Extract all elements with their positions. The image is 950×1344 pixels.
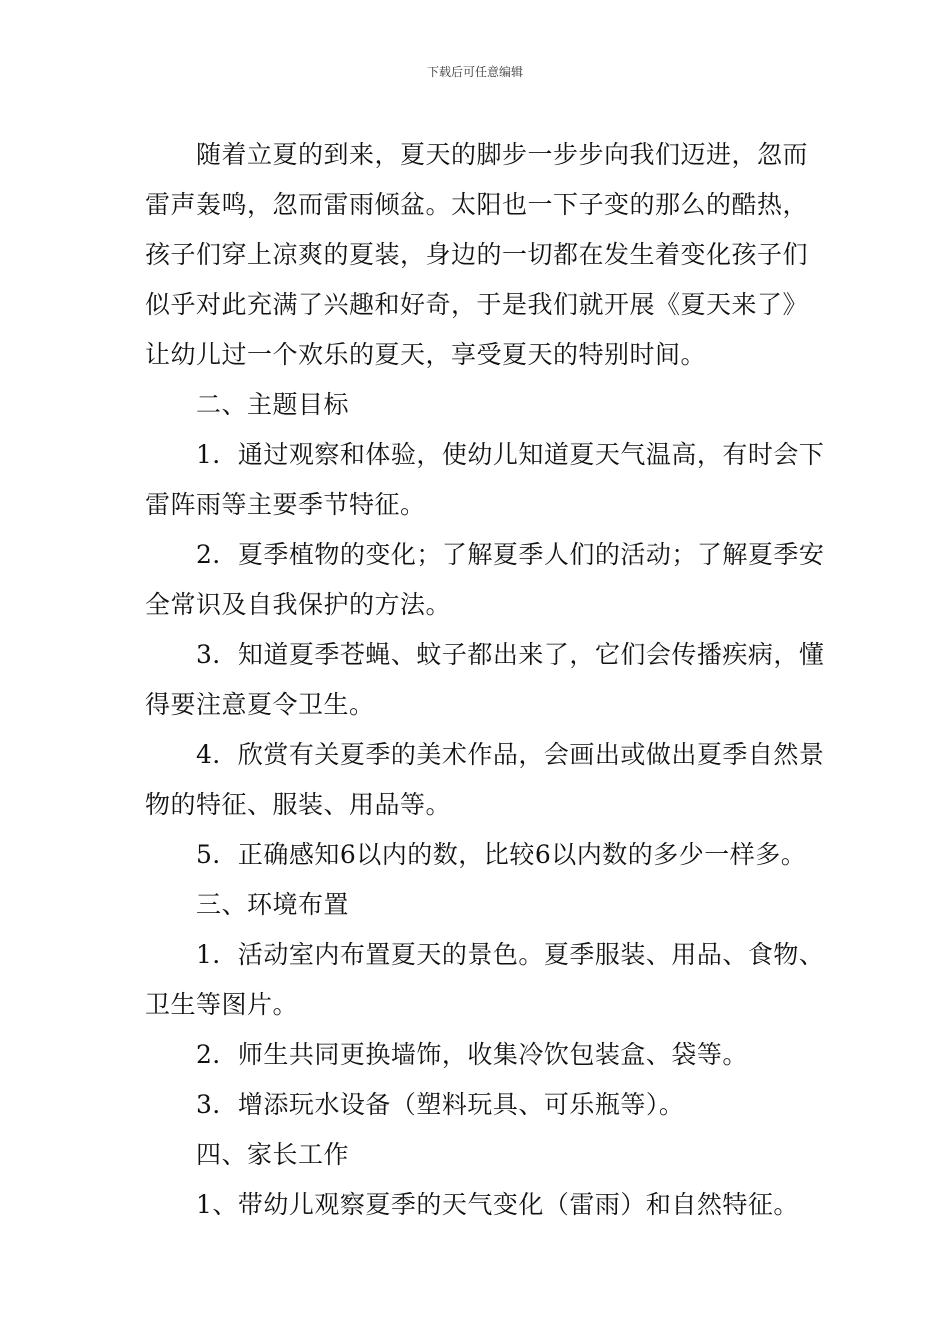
- section-heading-parents: 四、家长工作: [196, 1140, 350, 1169]
- document-body: [145, 130, 825, 1230]
- goal-item: 2．夏季植物的变化；了解夏季人们的活动；了解夏季安全常识及自我保护的方法。: [145, 540, 825, 619]
- goal-item: 4．欣赏有关夏季的美术作品，会画出或做出夏季自然景物的特征、服装、用品等。: [145, 740, 825, 819]
- section-heading-goals: 二、主题目标: [196, 390, 350, 419]
- environment-item: 3．增添玩水设备（塑料玩具、可乐瓶等）。: [196, 1090, 685, 1119]
- goal-item: 3．知道夏季苍蝇、蚊子都出来了，它们会传播疾病，懂得要注意夏令卫生。: [145, 640, 825, 719]
- environment-item: 1．活动室内布置夏天的景色。夏季服装、用品、食物、卫生等图片。: [145, 940, 825, 1019]
- page-header-note: 下载后可任意编辑: [426, 65, 523, 79]
- parents-item: 1、带幼儿观察夏季的天气变化（雷雨）和自然特征。: [196, 1190, 799, 1219]
- environment-item: 2．师生共同更换墙饰，收集冷饮包装盒、袋等。: [196, 1040, 748, 1069]
- section-heading-environment: 三、环境布置: [196, 890, 350, 919]
- goal-item: 5．正确感知6以内的数，比较6以内数的多少一样多。: [196, 840, 807, 869]
- intro-paragraph: 随着立夏的到来，夏天的脚步一步步向我们迈进，忽而雷声轰鸣，忽而雷雨倾盆。太阳也一下子变的那么的酷热，孩子们穿上凉爽的夏装，身边的一切都在发生着变化孩子们似乎对此充满了兴趣和好奇，于是我们就开展《夏天来了》让幼儿过一个欢乐的夏天，享受夏天的特别时间。: [145, 140, 809, 369]
- goal-item: 1．通过观察和体验，使幼儿知道夏天气温高，有时会下雷阵雨等主要季节特征。: [145, 440, 825, 519]
